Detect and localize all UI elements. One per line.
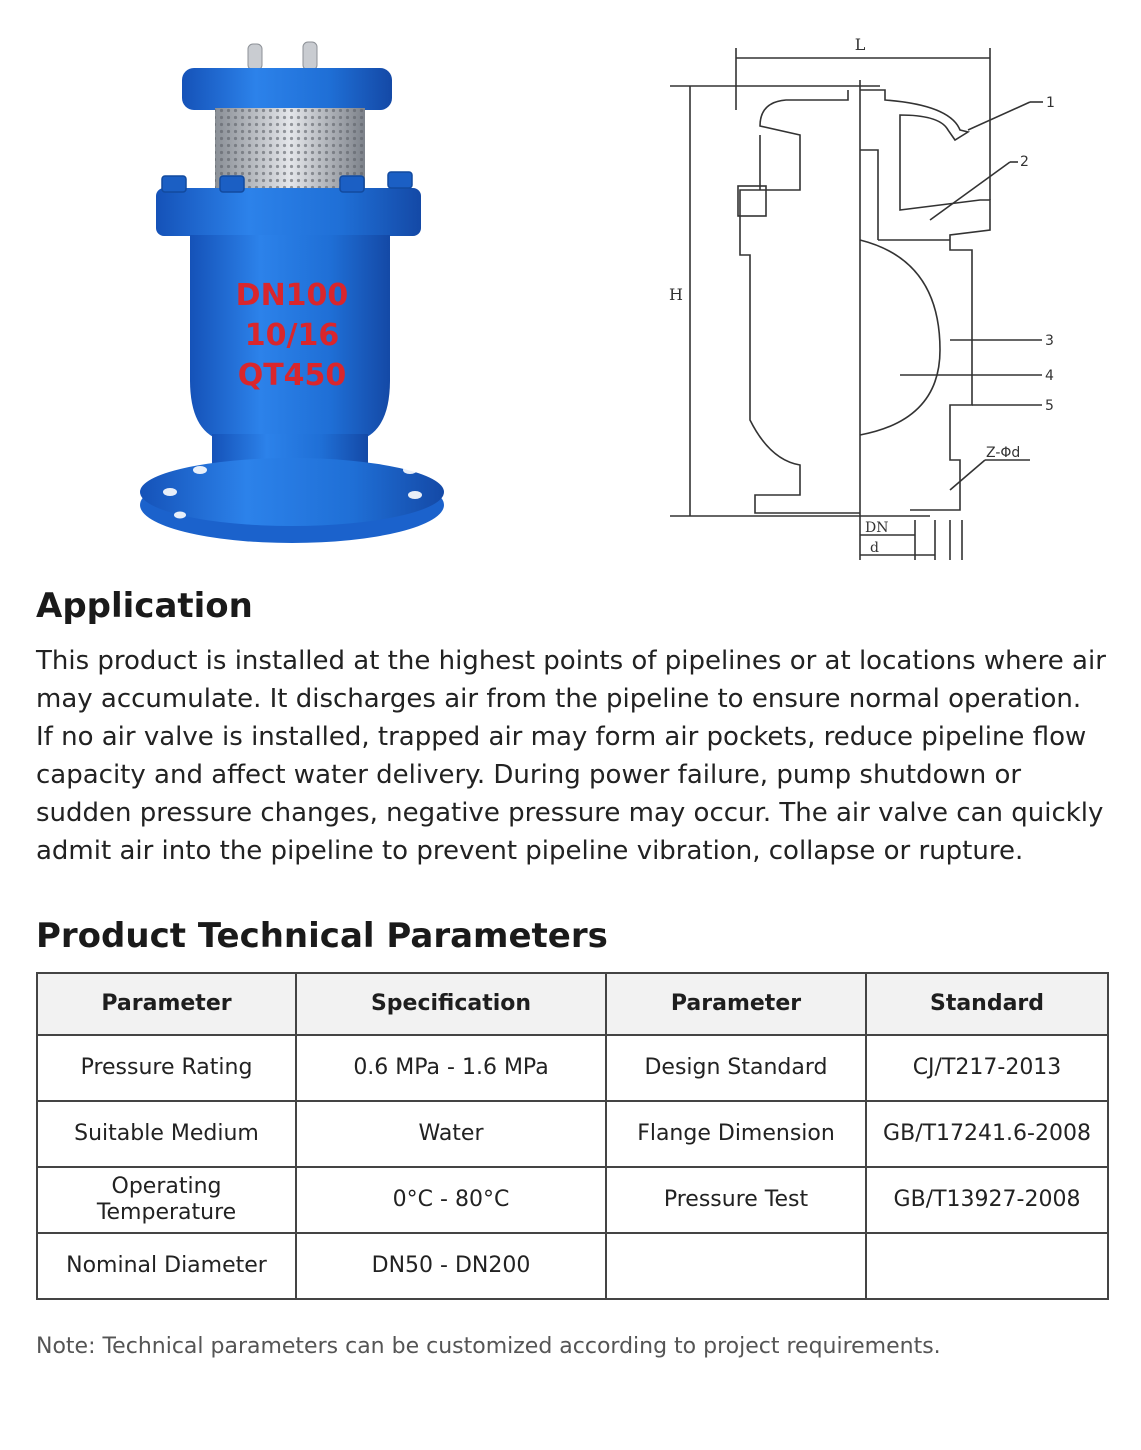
callout-4: 4 xyxy=(1045,368,1054,384)
parameters-heading: Product Technical Parameters xyxy=(36,916,608,956)
column-header: Parameter xyxy=(606,973,866,1035)
dim-holes-label: Z-Φd xyxy=(986,445,1021,461)
callout-5: 5 xyxy=(1045,398,1054,414)
parameters-note: Note: Technical parameters can be customized according to project requirements. xyxy=(36,1334,941,1359)
dim-height-label: H xyxy=(669,285,683,304)
product-hero xyxy=(0,0,1141,570)
table-cell: Design Standard xyxy=(606,1035,866,1101)
product-photo xyxy=(120,30,470,560)
application-body: This product is installed at the highest points of pipelines or at locations where air may accumulate. It discharges air from the pipeline to ensure normal operation. If no air valve is installed, trapped air may form air pockets, reduce pipeline flow capacity and affect water delivery. During power failure, pump shutdown or sudden pressure changes, negative pressure may occur. The air valve can quickly admit air into the pipeline to prevent pipeline vibration, collapse or rupture. xyxy=(36,646,1106,866)
dim-length-label: L xyxy=(854,35,866,54)
table-cell xyxy=(866,1233,1108,1299)
column-header: Parameter xyxy=(37,973,296,1035)
dim-diameter-label: d xyxy=(870,540,879,556)
callout-3: 3 xyxy=(1045,333,1054,349)
table-cell: 0°C - 80°C xyxy=(296,1167,606,1233)
table-header-row xyxy=(37,973,1108,1035)
marking-material: QT450 xyxy=(237,358,347,393)
table-cell xyxy=(606,1233,866,1299)
table-cell: Suitable Medium xyxy=(37,1101,296,1167)
table-cell: CJ/T217-2013 xyxy=(866,1035,1108,1101)
column-header: Standard xyxy=(866,973,1108,1035)
table-cell: GB/T17241.6-2008 xyxy=(866,1101,1108,1167)
callout-1: 1 xyxy=(1046,95,1055,111)
parameters-table xyxy=(36,972,1109,1300)
dim-nominal-label: DN xyxy=(865,520,889,536)
table-cell: GB/T13927-2008 xyxy=(866,1167,1108,1233)
marking-pressure: 10/16 xyxy=(244,318,340,353)
technical-drawing xyxy=(650,30,1100,565)
table-cell: Nominal Diameter xyxy=(37,1233,296,1299)
table-row xyxy=(37,1101,1108,1167)
table-cell: Pressure Rating xyxy=(37,1035,296,1101)
marking-size: DN100 xyxy=(235,278,349,313)
column-header: Specification xyxy=(296,973,606,1035)
content xyxy=(36,586,1106,1362)
table-cell: Pressure Test xyxy=(606,1167,866,1233)
table-row xyxy=(37,1167,1108,1233)
table-cell: 0.6 MPa - 1.6 MPa xyxy=(296,1035,606,1101)
application-heading: Application xyxy=(36,586,253,626)
table-cell: Operating Temperature xyxy=(37,1167,296,1233)
table-cell: Water xyxy=(296,1101,606,1167)
table-row xyxy=(37,1233,1108,1299)
callout-2: 2 xyxy=(1020,154,1029,170)
table-row xyxy=(37,1035,1108,1101)
table-cell: Flange Dimension xyxy=(606,1101,866,1167)
table-cell: DN50 - DN200 xyxy=(296,1233,606,1299)
